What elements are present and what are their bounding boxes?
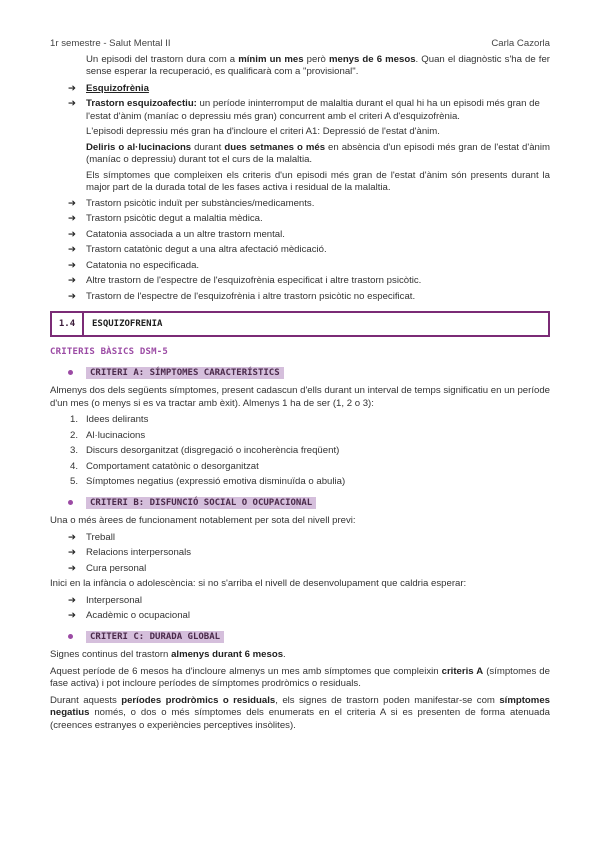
page-content (50, 54, 550, 736)
list-item: ➔ Catatonia associada a un altre trastorn mental. (68, 228, 285, 240)
list-item: ➔ Acadèmic o ocupacional (68, 610, 190, 622)
arrow-icon: ➔ (68, 98, 77, 110)
arrow-icon: ➔ (68, 531, 77, 543)
criterion-c-text: Aquest període de 6 mesos ha d'incloure almenys un mes amb símptomes que compleixin criteris A (símptomes de fase activa) i pot incloure períodes de símptomes prodròmics o residuals. (50, 665, 550, 690)
section-heading (50, 311, 550, 337)
list-item: ➔ Trastorn de l'espectre de l'esquizofrènia i altre trastorn psicòtic no especificat. (68, 290, 416, 302)
numbered-item: 4. Comportament catatònic o desorganitzat (70, 460, 259, 472)
list-item: ➔ Treball (68, 531, 115, 543)
list-item-esquizofrenia: ➔ Esquizofrènia (68, 82, 149, 94)
arrow-icon: ➔ (68, 228, 77, 240)
arrow-icon: ➔ (68, 275, 77, 287)
arrow-icon: ➔ (68, 197, 77, 209)
numbered-item: 3. Discurs desorganitzat (disgregació o incoherència freqüent) (70, 445, 340, 457)
criterion-c-text: Signes continus del trastorn almenys durant 6 mesos. (50, 649, 286, 661)
arrow-icon: ➔ (68, 562, 77, 574)
arrow-icon: ➔ (68, 213, 77, 225)
bullet-icon (68, 634, 73, 639)
list-item: ➔ Trastorn catatònic degut a una altra afectació mèdicació. (68, 244, 327, 256)
list-item-esquizoafectiu: ➔ Trastorn esquizoafectiu: un període ininterromput de malaltia durant el qual hi ha un episodi més gran de l'estat d'ànim (maníac o depressiu més gran) concurrent amb el criteri A d'esquizofrènia. (68, 98, 540, 122)
criteria-title: CRITERIS BÀSICS DSM-5 (50, 346, 168, 357)
list-item: ➔ Interpersonal (68, 594, 142, 606)
list-item: ➔ Catatonia no especificada. (68, 259, 200, 271)
sub-paragraph: Els símptomes que compleixen els criteris d'un episodi més gran de l'estat d'ànim són presents durant la major part de la durada total de les fases activa i residual de la malaltia. (86, 169, 550, 194)
header-course: 1r semestre - Salut Mental II (50, 38, 171, 49)
arrow-icon: ➔ (68, 244, 77, 256)
page-header (50, 38, 550, 52)
criterion-c-text: Durant aquests períodes prodròmics o residuals, els signes de trastorn poden manifestar-se com símptomes negatius només, o dos o més símptomes dels enumerats en el criteria A si es presenten de forma atenuada (creences estranyes o experiències perceptives insòlites). (50, 694, 550, 731)
criterion-c-heading: CRITERI C: DURADA GLOBAL (50, 631, 550, 644)
criterion-a-text: Almenys dos dels següents símptomes, present cadascun d'ells durant un interval de temps significatiu en un període d'un mes (o menys si es va tractar amb èxit). Almenys 1 ha de ser (1, 2 o 3): (50, 385, 550, 409)
arrow-icon: ➔ (68, 290, 77, 302)
list-item: ➔ Relacions interpersonals (68, 547, 192, 559)
header-author: Carla Cazorla (491, 38, 550, 49)
numbered-item: 2. Al·lucinacions (70, 429, 146, 441)
bullet-icon (68, 370, 73, 375)
list-item: ➔ Trastorn psicòtic degut a malaltia mèdica. (68, 213, 263, 225)
intro-paragraph: Un episodi del trastorn dura com a mínim un mes però menys de 6 mesos. Quan el diagnòstic s'ha de fer sense esperar la recuperació, es qualificarà com a "provisional". (86, 54, 550, 78)
arrow-icon: ➔ (68, 547, 77, 559)
numbered-item: 1. Idees delirants (70, 414, 149, 426)
arrow-icon: ➔ (68, 259, 77, 271)
criterion-b-text: Inici en la infància o adolescència: si no s'arriba el nivell de desenvolupament que caldria esperar: (50, 578, 467, 590)
numbered-item: 5. Símptomes negatius (expressió emotiva disminuïda o abulia) (70, 476, 346, 488)
arrow-icon: ➔ (68, 82, 77, 94)
list-item: ➔ Altre trastorn de l'espectre de l'esquizofrènia especificat i altre trastorn psicòtic. (68, 275, 422, 287)
list-item: ➔ Cura personal (68, 562, 147, 574)
criterion-b-heading: CRITERI B: DISFUNCIÓ SOCIAL O OCUPACIONAL (50, 497, 550, 510)
criterion-a-heading: CRITERI A: SÍMPTOMES CARACTERÍSTICS (50, 367, 550, 380)
sub-paragraph: L'episodi depressiu més gran ha d'incloure el criteri A1: Depressió de l'estat d'ànim. (86, 126, 440, 138)
bullet-icon (68, 500, 73, 505)
arrow-icon: ➔ (68, 610, 77, 622)
criterion-b-text: Una o més àrees de funcionament notablement per sota del nivell previ: (50, 515, 356, 527)
sub-paragraph: Deliris o al·lucinacions durant dues setmanes o més en absència d'un episodi més gran de l'estat d'ànim (maníac o depressiu) durant tot el curs de la malaltia. (86, 141, 550, 166)
list-item: ➔ Trastorn psicòtic induït per substàncies/medicaments. (68, 197, 315, 209)
arrow-icon: ➔ (68, 594, 77, 606)
section-title: ESQUIZOFRENIA (92, 318, 163, 329)
section-number: 1.4 (52, 313, 84, 335)
